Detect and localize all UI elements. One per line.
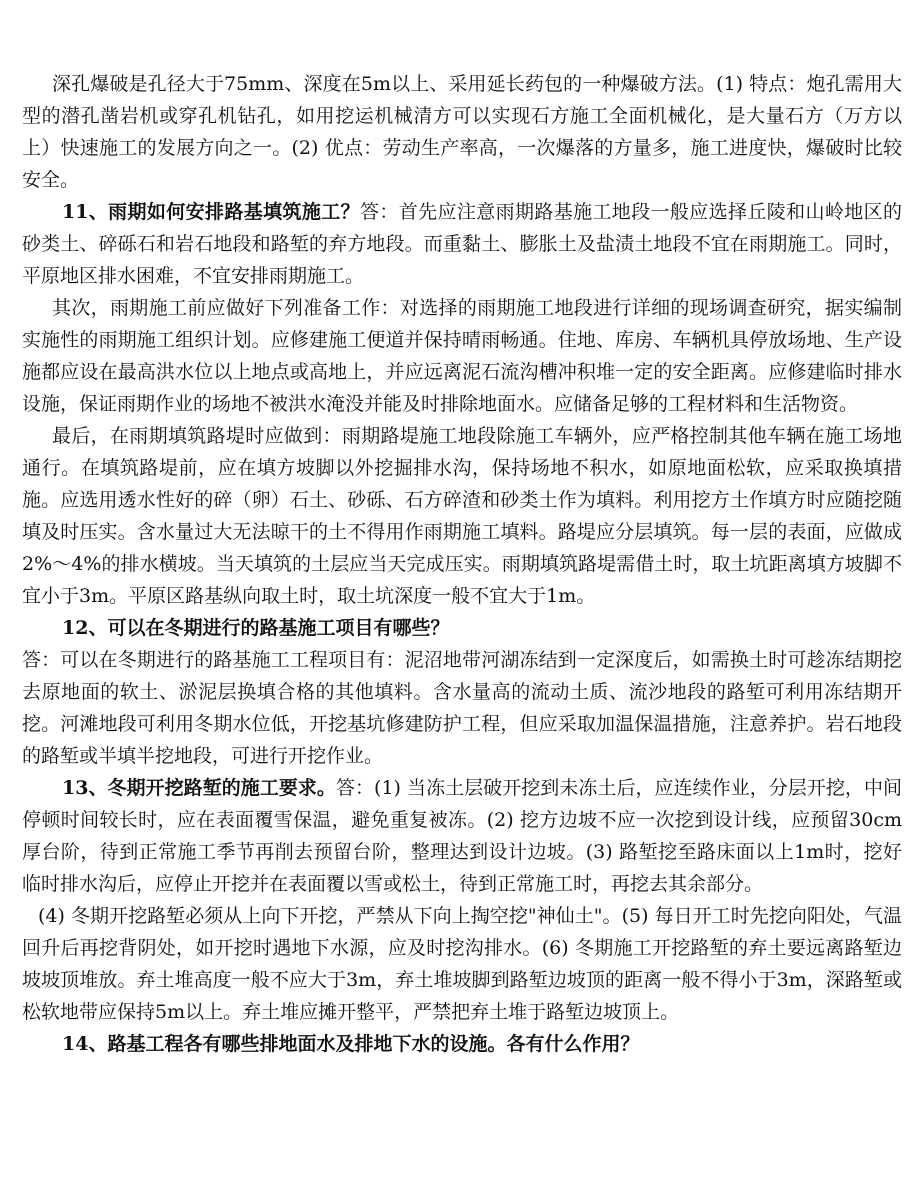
question-13-paragraph (22, 772, 902, 900)
question-13-answer: 答：(1) 当冻土层破开挖到未冻土后，应连续作业，分层开挖，中间停顿时间较长时，应在表面覆雪保温，避免重复被冻。(2) 挖方边坡不应一次挖到设计线，应预留30cm厚台阶，待到正常施工季节再削去预留台阶，整理达到设计边坡。(3) 路堑挖至路床面以上1m时，挖好临时排水沟后，应停止开挖并在表面覆以雪或松土，待到正常施工时，再挖去其余部分。 (22, 777, 902, 895)
document-body (22, 68, 902, 1060)
paragraph-rainy-preparation: 其次，雨期施工前应做好下列准备工作：对选择的雨期施工地段进行详细的现场调查研究，据实编制实施性的雨期施工组织计划。应修建施工便道并保持晴雨畅通。住地、库房、车辆机具停放场地、生产设施都应设在最高洪水位以上地点或高地上，并应远离泥石流沟槽冲积堆一定的安全距离。应修建临时排水设施，保证雨期作业的场地不被洪水淹没并能及时排除地面水。应储备足够的工程材料和生活物资。 (22, 297, 902, 415)
question-13-title: 13、冬期开挖路堑的施工要求。 (62, 777, 336, 799)
paragraph-rainy-embankment: 最后，在雨期填筑路堤时应做到：雨期路堤施工地段除施工车辆外，应严格控制其他车辆在施工场地通行。在填筑路堤前，应在填方坡脚以外挖掘排水沟，保持场地不积水，如原地面松软，应采取换填措施。应选用透水性好的碎（卵）石土、砂砾、石方碎渣和砂类土作为填料。利用挖方土作填方时应随挖随填及时压实。含水量过大无法晾干的土不得用作雨期施工填料。路堤应分层填筑。每一层的表面，应做成2%～4%的排水横坡。当天填筑的土层应当天完成压实。雨期填筑路堤需借土时，取土坑距离填方坡脚不宜小于3m。平原区路基纵向取土时，取土坑深度一般不宜大于1m。 (22, 425, 902, 607)
question-13-continuation: (4) 冬期开挖路堑必须从上向下开挖，严禁从下向上掏空挖"神仙土"。(5) 每日开工时先挖向阳处，气温回升后再挖背阴处，如开挖时遇地下水源，应及时挖沟排水。(6) 冬期施工开挖路堑的弃土要远离路堑边坡坡顶堆放。弃土堆高度一般不应大于3m，弃土堆坡脚到路堑边坡顶的距离一般不得小于3m，深路堑或松软地带应保持5m以上。弃土堆应摊开整平，严禁把弃土堆于路堑边坡顶上。 (22, 905, 902, 1023)
question-11-title: 11、雨期如何安排路基填筑施工？ (62, 201, 360, 223)
question-12-title: 12、可以在冬期进行的路基施工项目有哪些？ (62, 617, 450, 639)
paragraph-deep-hole-blasting: 深孔爆破是孔径大于75mm、深度在5m以上、采用延长药包的一种爆破方法。(1) 特点：炮孔需用大型的潜孔凿岩机或穿孔机钻孔，如用挖运机械清方可以实现石方施工全面机械化，是大量石方（万方以上）快速施工的发展方向之一。(2) 优点：劳动生产率高，一次爆落的方量多，施工进度快，爆破时比较安全。 (22, 73, 902, 191)
question-12-answer: 答：可以在冬期进行的路基施工工程项目有：泥沼地带河湖冻结到一定深度后，如需换土时可趁冻结期挖去原地面的软土、淤泥层换填合格的其他填料。含水量高的流动土质、流沙地段的路堑可利用冻结期开挖。河滩地段可利用冬期水位低，开挖基坑修建防护工程，但应采取加温保温措施，注意养护。岩石地段的路堑或半填半挖地段，可进行开挖作业。 (22, 649, 902, 767)
question-11-answer: 答：首先应注意雨期路基施工地段一般应选择丘陵和山岭地区的砂类土、碎砾石和岩石地段和路堑的弃方地段。而重黏土、膨胀土及盐渍土地段不宜在雨期施工。同时，平原地区排水困难，不宜安排雨期施工。 (22, 201, 902, 287)
question-14-title: 14、路基工程各有哪些排地面水及排地下水的设施。各有什么作用？ (62, 1033, 640, 1055)
question-11-paragraph (22, 196, 902, 292)
